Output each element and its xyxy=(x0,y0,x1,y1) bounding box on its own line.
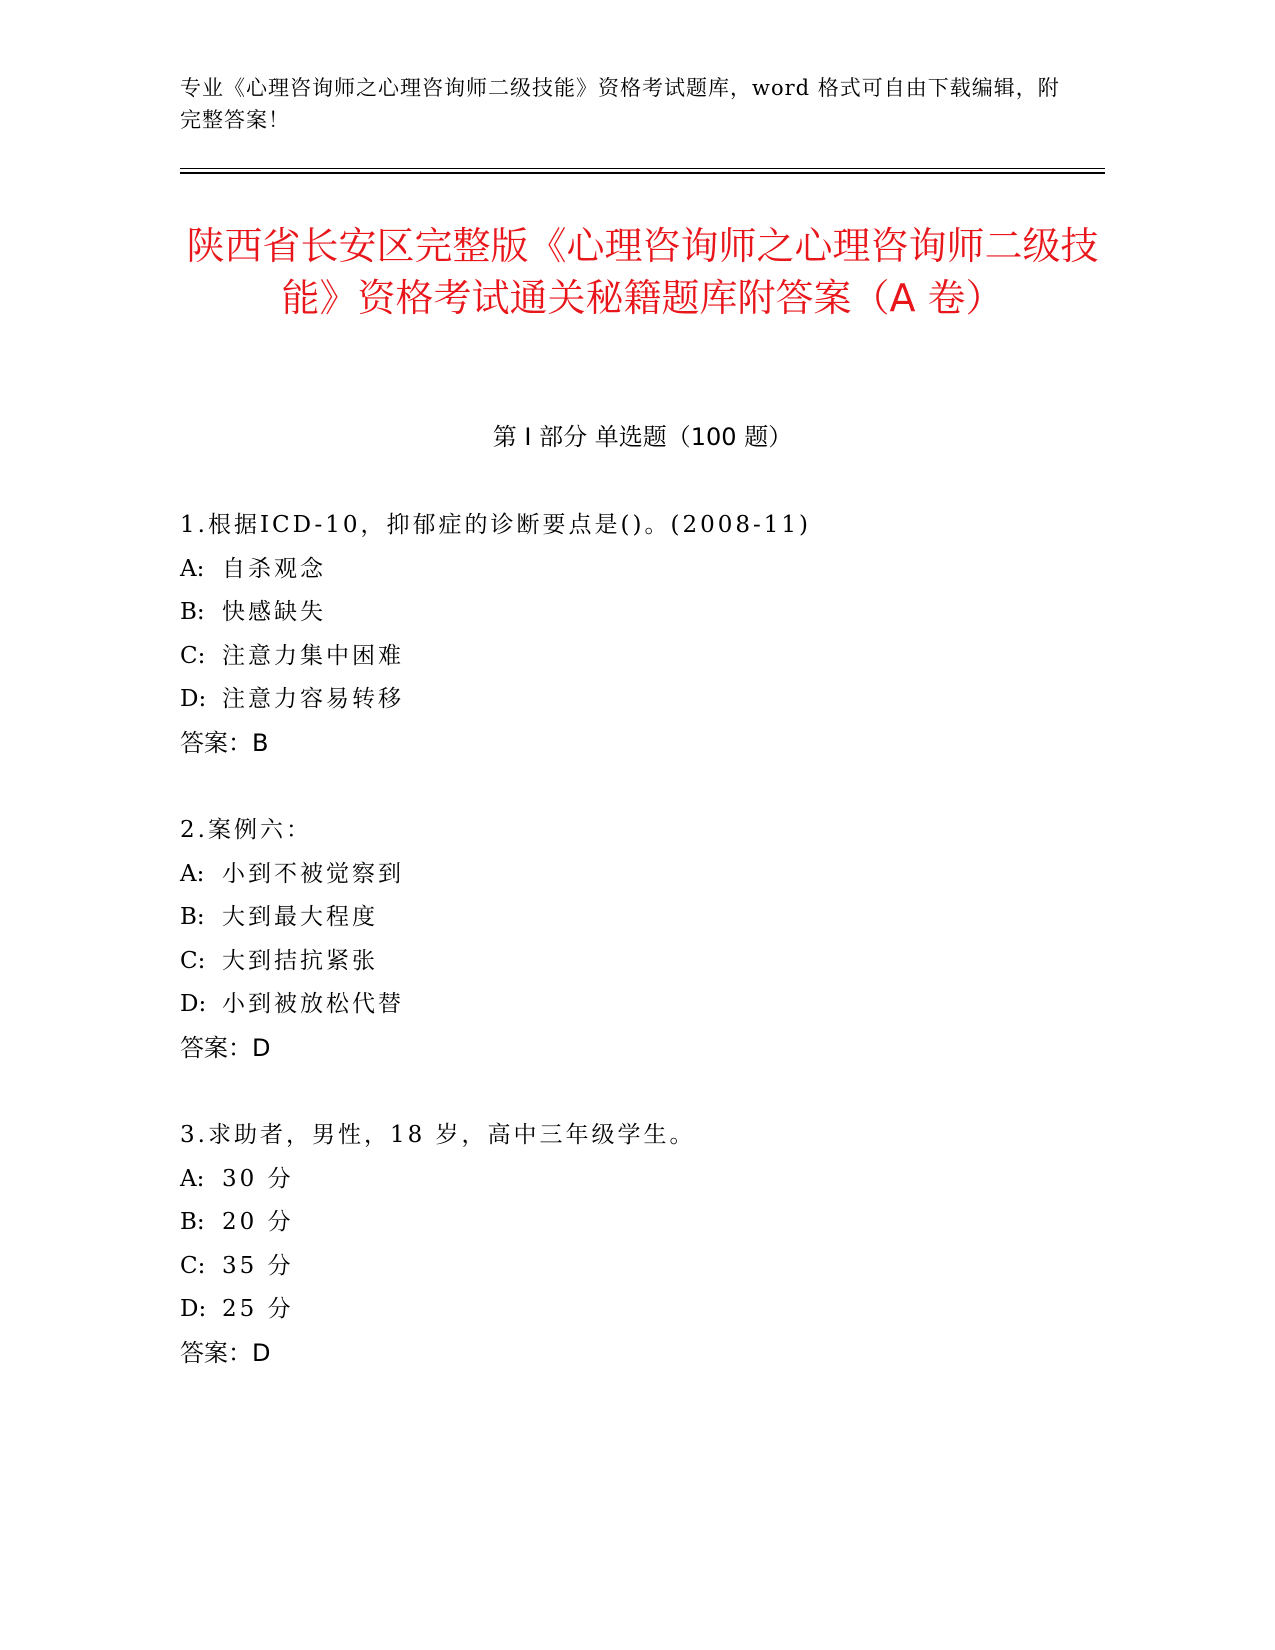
option-letter: B: xyxy=(180,904,205,930)
option-letter: C: xyxy=(180,947,206,974)
header-divider-thick xyxy=(180,172,1105,174)
answer-label: 答案： xyxy=(180,1033,252,1062)
question-3 xyxy=(180,1114,1105,1375)
option-c xyxy=(180,940,1105,984)
option-text: 20 分 xyxy=(222,1209,294,1235)
option-d xyxy=(180,983,1105,1027)
option-letter: A: xyxy=(180,860,205,887)
question-1 xyxy=(180,504,1105,765)
option-text: 大到拮抗紧张 xyxy=(222,947,378,974)
answer-label: 答案： xyxy=(180,728,252,757)
option-text: 大到最大程度 xyxy=(222,904,378,930)
question-stem: 3.求助者，男性，18 岁，高中三年级学生。 xyxy=(180,1122,696,1148)
option-text: 小到不被觉察到 xyxy=(222,860,404,887)
question-stem: 1.根据ICD-10，抑郁症的诊断要点是()。(2008-11) xyxy=(180,512,811,538)
answer-line xyxy=(180,1332,1105,1376)
option-c xyxy=(180,635,1105,679)
option-letter: A: xyxy=(180,1165,205,1192)
option-text: 30 分 xyxy=(222,1165,294,1192)
option-a xyxy=(180,1158,1105,1202)
option-letter: B: xyxy=(180,599,205,625)
answer-value: D xyxy=(252,1033,271,1062)
question-stem: 2.案例六： xyxy=(180,817,312,843)
option-letter: B: xyxy=(180,1209,205,1235)
question-2 xyxy=(180,809,1105,1070)
option-letter: D: xyxy=(180,1296,207,1322)
header-divider-thin xyxy=(180,168,1105,169)
answer-value: B xyxy=(252,728,269,757)
section-heading: 第 I 部分 单选题（100 题） xyxy=(492,423,793,451)
option-text: 注意力容易转移 xyxy=(222,686,404,712)
answer-line xyxy=(180,1027,1105,1071)
option-b xyxy=(180,1201,1105,1245)
option-d xyxy=(180,1288,1105,1332)
answer-label: 答案： xyxy=(180,1338,252,1367)
document-title: 陕西省长安区完整版《心理咨询师之心理咨询师二级技能》资格考试通关秘籍题库附答案（A 卷） xyxy=(186,224,1099,320)
option-text: 25 分 xyxy=(222,1296,294,1322)
answer-line xyxy=(180,722,1105,766)
header-note: 专业《心理咨询师之心理咨询师二级技能》资格考试题库，word 格式可自由下载编辑，附完整答案！ xyxy=(180,76,1060,132)
option-text: 注意力集中困难 xyxy=(222,642,404,669)
option-d xyxy=(180,678,1105,722)
option-c xyxy=(180,1245,1105,1289)
answer-value: D xyxy=(252,1338,271,1367)
option-a xyxy=(180,853,1105,897)
option-b xyxy=(180,591,1105,635)
option-letter: C: xyxy=(180,1252,206,1279)
option-letter: C: xyxy=(180,642,206,669)
option-text: 小到被放松代替 xyxy=(222,991,404,1017)
option-letter: A: xyxy=(180,555,205,582)
option-text: 35 分 xyxy=(222,1252,294,1279)
option-text: 快感缺失 xyxy=(222,599,326,625)
option-a xyxy=(180,548,1105,592)
option-text: 自杀观念 xyxy=(222,555,326,582)
option-b xyxy=(180,896,1105,940)
option-letter: D: xyxy=(180,991,207,1017)
option-letter: D: xyxy=(180,686,207,712)
